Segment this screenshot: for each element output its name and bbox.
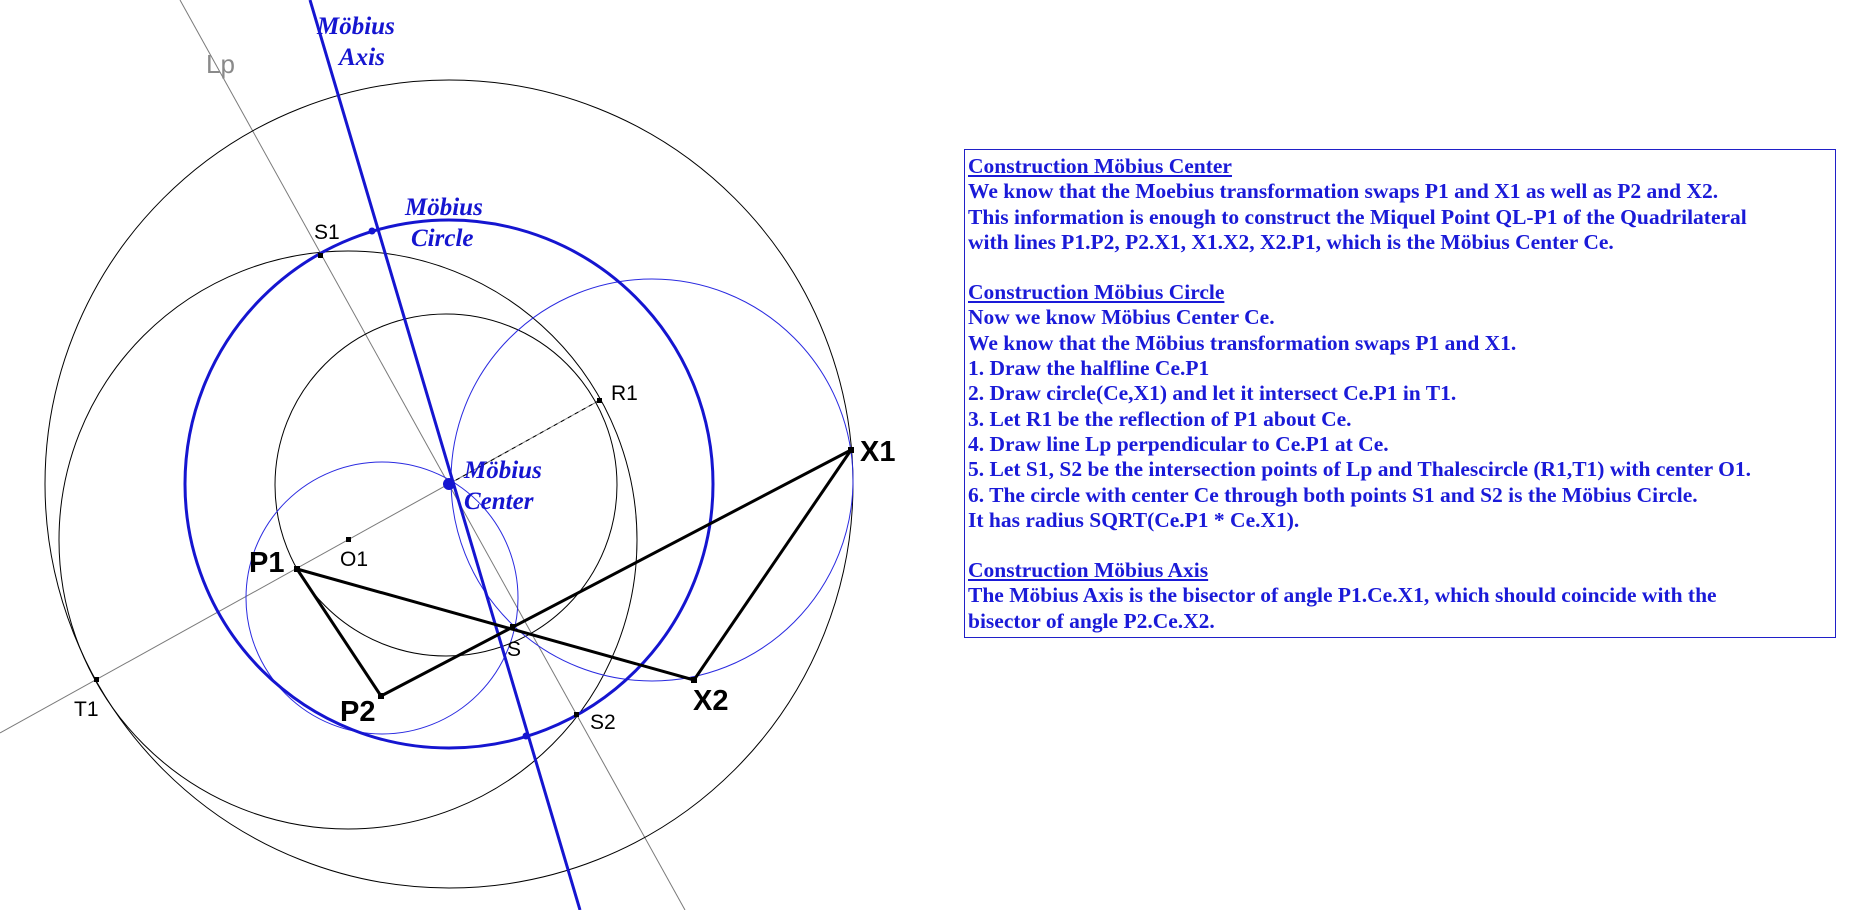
info-line: It has radius SQRT(Ce.P1 * Ce.X1). bbox=[968, 507, 1300, 532]
info-line: bisector of angle P2.Ce.X2. bbox=[968, 608, 1215, 633]
info-line: 5. Let S1, S2 be the intersection points of Lp and Thalescircle (R1,T1) with center O1. bbox=[968, 457, 1751, 482]
info-line: 1. Draw the halfline Ce.P1 bbox=[968, 356, 1210, 381]
section-mobius-center bbox=[968, 154, 1831, 255]
quadrilateral bbox=[297, 450, 851, 696]
info-line: We know that the Moebius transformation swaps P1 and X1 as well as P2 and X2. bbox=[968, 179, 1719, 204]
section-mobius-circle bbox=[968, 280, 1831, 533]
label-mobius-center-2: Center bbox=[464, 488, 534, 515]
info-line: with lines P1.P2, P2.X1, X1.X2, X2.P1, which is the Möbius Center Ce. bbox=[968, 229, 1614, 254]
construction-info-box bbox=[964, 149, 1836, 638]
mobius-axis bbox=[310, 0, 580, 910]
info-line: 3. Let R1 be the reflection of P1 about Ce. bbox=[968, 406, 1352, 431]
section-heading: Construction Möbius Center bbox=[968, 154, 1232, 178]
info-line: 2. Draw circle(Ce,X1) and let it intersect Ce.P1 in T1. bbox=[968, 381, 1457, 406]
info-line: This information is enough to construct the Miquel Point QL-P1 of the Quadrilateral bbox=[968, 204, 1747, 229]
mobius-center-point bbox=[443, 478, 455, 490]
label-x2: X2 bbox=[693, 685, 729, 717]
label-o1: O1 bbox=[340, 548, 369, 571]
label-mobius-circle-1: Möbius bbox=[405, 194, 483, 221]
label-p2: P2 bbox=[340, 696, 376, 728]
label-t1: T1 bbox=[74, 698, 99, 721]
info-line: 4. Draw line Lp perpendicular to Ce.P1 at Ce. bbox=[968, 431, 1389, 456]
info-line: The Möbius Axis is the bisector of angle P1.Ce.X1, which should coincide with the bbox=[968, 583, 1717, 608]
label-lp: Lp bbox=[206, 49, 235, 79]
info-line: We know that the Möbius transformation swaps P1 and X1. bbox=[968, 330, 1517, 355]
info-line: 6. The circle with center Ce through both points S1 and S2 is the Möbius Circle. bbox=[968, 482, 1698, 507]
label-r1: R1 bbox=[611, 382, 638, 405]
label-s1: S1 bbox=[314, 221, 340, 244]
section-heading: Construction Möbius Circle bbox=[968, 280, 1225, 305]
info-line: Now we know Möbius Center Ce. bbox=[968, 305, 1275, 330]
label-mobius-axis-1: Möbius bbox=[317, 13, 395, 40]
label-x1: X1 bbox=[860, 436, 896, 468]
label-mobius-axis-2: Axis bbox=[339, 44, 385, 71]
label-s: S bbox=[507, 638, 522, 661]
section-heading: Construction Möbius Axis bbox=[968, 558, 1209, 583]
line-lp bbox=[180, 0, 685, 910]
label-s2: S2 bbox=[590, 711, 616, 734]
label-mobius-circle-2: Circle bbox=[411, 225, 474, 252]
label-mobius-center-1: Möbius bbox=[464, 457, 542, 484]
section-mobius-axis bbox=[968, 558, 1831, 634]
label-p1: P1 bbox=[249, 547, 285, 579]
